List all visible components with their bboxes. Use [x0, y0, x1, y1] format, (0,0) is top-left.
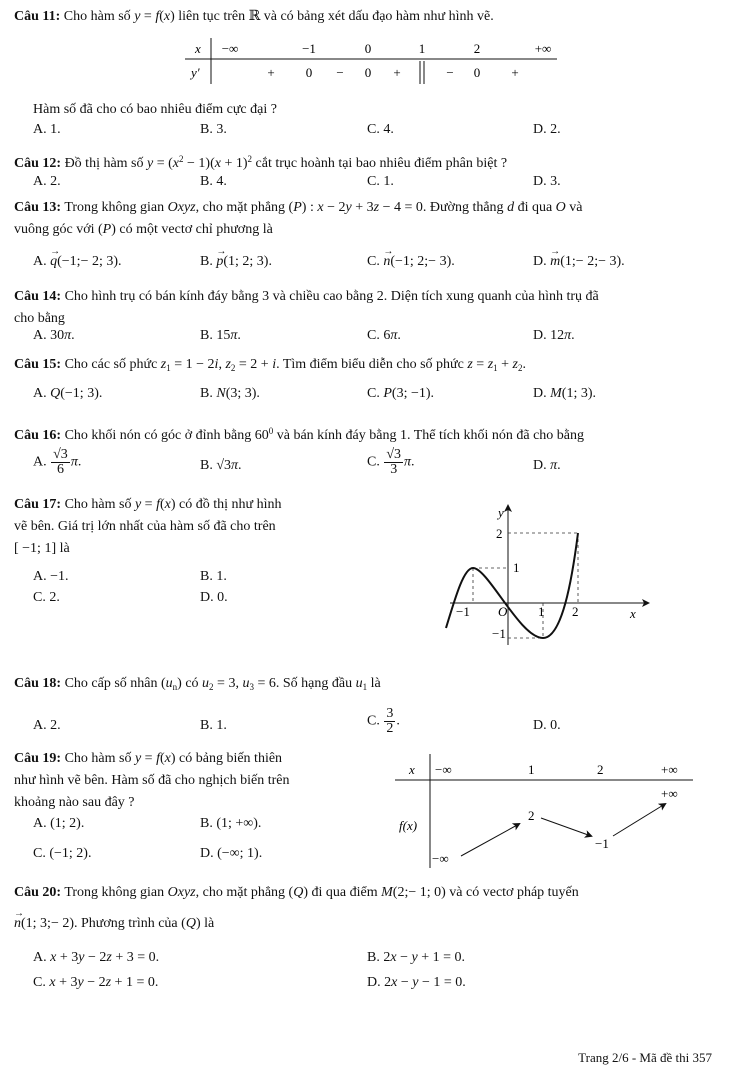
- option-d[interactable]: D. π.: [533, 458, 561, 473]
- question-text: Cho hàm số y = f(x) có đồ thị như hình: [64, 497, 282, 512]
- sign: −: [446, 65, 454, 80]
- tick-label: 2: [572, 604, 579, 619]
- question-label: Câu 19:: [14, 751, 62, 766]
- question-text: Đồ thị hàm số $y = (x^2 - 1)(x + 1)^2$ cắt trục hoành tại bao nhiêu điểm phân biệt ?: [64, 154, 508, 171]
- f-val: −∞: [432, 851, 449, 866]
- option-b[interactable]: B. √3π.: [200, 458, 242, 473]
- question-label: Câu 17:: [14, 497, 62, 512]
- option-c[interactable]: C. 4.: [367, 122, 394, 137]
- question-label: Câu 16:: [14, 428, 62, 443]
- option-d[interactable]: D. 12π.: [533, 328, 575, 343]
- table-head-x: x: [409, 762, 415, 777]
- option-c[interactable]: C. $\frac{3}{2}$ .: [367, 706, 400, 736]
- option-b[interactable]: B. 15π.: [200, 328, 241, 343]
- option-a[interactable]: A. 1.: [33, 122, 61, 137]
- question-label: Câu 20:: [14, 885, 62, 900]
- option-a[interactable]: A. 2.: [33, 718, 61, 733]
- x-val: 2: [473, 41, 481, 56]
- option-a[interactable]: A. −1.: [33, 569, 69, 584]
- option-b[interactable]: B. N(3; 3).: [200, 386, 260, 401]
- x-val: −∞: [221, 41, 239, 56]
- option-b[interactable]: B. (1; +∞).: [200, 816, 262, 831]
- question-text-line2: như hình vẽ bên. Hàm số đã cho nghịch biến trên: [14, 773, 290, 788]
- question-text: Cho các số phức $z_1 = 1 - 2i$, $z_2 = 2 + i$. Tìm điểm biểu diễn cho số phức $z = z_1 + z_2$.: [64, 357, 526, 373]
- question-label: Câu 18:: [14, 676, 62, 691]
- option-a[interactable]: A. → q(−1;− 2; 3).: [33, 252, 122, 272]
- question-text: Trong không gian Oxyz, cho mặt phẳng (Q) đi qua điểm M(2;− 1; 0) và có vectơ pháp tuyến: [64, 885, 579, 900]
- option-c[interactable]: C. 2.: [33, 590, 60, 605]
- option-d[interactable]: D. → m(1;− 2;− 3).: [533, 252, 625, 272]
- sign: +: [393, 65, 401, 80]
- x-val: 1: [418, 41, 426, 56]
- question-text: Cho khối nón có góc ở đỉnh bằng $60^0$ và bán kính đáy bằng 1. Thể tích khối nón đã cho bằng: [64, 426, 585, 443]
- option-c[interactable]: C. (−1; 2).: [33, 846, 92, 861]
- function-graph: [440, 500, 660, 650]
- option-b[interactable]: B. 2x − y + 1 = 0.: [367, 950, 465, 965]
- option-c[interactable]: C. x + 3y − 2z + 1 = 0.: [33, 975, 159, 990]
- option-d[interactable]: D. 2x − y − 1 = 0.: [367, 975, 466, 990]
- function-curve: [446, 533, 578, 638]
- option-a[interactable]: A. $\frac{√3}{6}$ π.: [33, 447, 82, 477]
- option-b[interactable]: B. → p(1; 2; 3).: [200, 252, 272, 272]
- question-label: Câu 14:: [14, 289, 62, 304]
- sign: −: [336, 65, 344, 80]
- option-b[interactable]: B. 4.: [200, 174, 227, 189]
- x-val: 1: [528, 762, 535, 777]
- x-val: 2: [597, 762, 604, 777]
- x-val: −1: [302, 41, 316, 56]
- x-val: −∞: [435, 762, 452, 777]
- question-label: Câu 13:: [14, 200, 62, 215]
- sign: +: [511, 65, 519, 80]
- tick-label: 1: [538, 604, 545, 619]
- sign: +: [267, 65, 275, 80]
- option-c[interactable]: C. $\frac{√3}{3}$ π.: [367, 447, 415, 477]
- question-text-line3: [ −1; 1] là: [14, 541, 70, 556]
- table-head-fx: f(x): [399, 818, 418, 833]
- question-label: Câu 11:: [14, 9, 61, 24]
- tick-label: −1: [492, 626, 506, 641]
- option-a[interactable]: A. (1; 2).: [33, 816, 85, 831]
- question-text: Cho hình trụ có bán kính đáy bằng 3 và chiều cao bằng 2. Diện tích xung quanh của hình trụ đã: [64, 289, 599, 304]
- question-15: [14, 354, 736, 379]
- question-17: [14, 494, 364, 560]
- x-val: 0: [364, 41, 372, 56]
- decrease-arrow: [541, 818, 591, 836]
- option-a[interactable]: A. 30π.: [33, 328, 75, 343]
- question-11: [14, 6, 736, 28]
- table-head-y: y′: [191, 65, 200, 80]
- question-14: [14, 286, 736, 330]
- question-text: Cho hàm số y = f(x) liên tục trên ℝ và có bảng xét dấu đạo hàm như hình vẽ.: [63, 9, 494, 24]
- question-12: [14, 148, 736, 175]
- option-c[interactable]: C. P(3; −1).: [367, 386, 435, 401]
- question-18: [14, 673, 736, 698]
- tick-label: 2: [496, 526, 503, 541]
- increase-arrow: [613, 804, 665, 836]
- option-b[interactable]: B. 1.: [200, 569, 227, 584]
- question-20: [14, 882, 736, 944]
- question-text: Cho hàm số y = f(x) có bảng biến thiên: [64, 751, 283, 766]
- option-d[interactable]: D. 2.: [533, 122, 561, 137]
- question-text-line2: → n(1; 3;− 2). Phương trình của (Q) là: [14, 916, 214, 931]
- question-11-prompt: Hàm số đã cho có bao nhiêu điểm cực đại ?: [33, 102, 277, 117]
- option-a[interactable]: A. Q(−1; 3).: [33, 386, 103, 401]
- table-head-x: x: [195, 41, 201, 56]
- f-val: −1: [595, 836, 609, 851]
- question-label: Câu 15:: [14, 357, 62, 372]
- question-text-line3: khoảng nào sau đây ?: [14, 795, 135, 810]
- option-c[interactable]: C. 1.: [367, 174, 394, 189]
- option-d[interactable]: D. 3.: [533, 174, 561, 189]
- increase-arrow: [461, 824, 519, 856]
- question-label: Câu 12:: [14, 156, 62, 171]
- option-d[interactable]: D. (−∞; 1).: [200, 846, 263, 861]
- option-a[interactable]: A. 2.: [33, 174, 61, 189]
- tick-label: 1: [513, 560, 520, 575]
- f-val: +∞: [661, 786, 678, 801]
- option-d[interactable]: D. M(1; 3).: [533, 386, 597, 401]
- x-val: +∞: [534, 41, 552, 56]
- x-val: +∞: [661, 762, 678, 777]
- tick-label: −1: [456, 604, 470, 619]
- question-text-line2: cho bằng: [14, 311, 65, 326]
- option-b[interactable]: B. 1.: [200, 718, 227, 733]
- y-axis-label: y: [498, 505, 504, 520]
- option-c[interactable]: C. 6π.: [367, 328, 401, 343]
- page-footer: Trang 2/6 - Mã đề thi 357: [578, 1050, 712, 1065]
- question-text: Trong không gian Oxyz, cho mặt phẳng (P) : x − 2y + 3z − 4 = 0. Đường thẳng d đi qua O và: [64, 200, 583, 215]
- x-axis-label: x: [630, 606, 636, 621]
- option-d[interactable]: D. 0.: [200, 590, 228, 605]
- question-13: [14, 197, 736, 241]
- question-text: Cho cấp số nhân $(u_n)$ có $u_2 = 3$, $u_3 = 6$. Số hạng đầu $u_1$ là: [64, 676, 381, 692]
- question-text-line2: vẽ bên. Giá trị lớn nhất của hàm số đã cho trên: [14, 519, 276, 534]
- option-d[interactable]: D. 0.: [533, 718, 561, 733]
- option-a[interactable]: A. x + 3y − 2z + 3 = 0.: [33, 950, 160, 965]
- origin-label: O: [498, 604, 508, 619]
- sign: 0: [473, 65, 481, 80]
- f-val: 2: [528, 808, 535, 823]
- option-b[interactable]: B. 3.: [200, 122, 227, 137]
- sign: 0: [364, 65, 372, 80]
- variation-table: [395, 752, 695, 870]
- option-c[interactable]: C. → n(−1; 2;− 3).: [367, 252, 455, 272]
- question-19: [14, 748, 364, 814]
- sign: 0: [305, 65, 313, 80]
- question-text-line2: vuông góc với (P) có một vectơ chỉ phương là: [14, 222, 273, 237]
- question-16: [14, 420, 736, 447]
- sign-table: [185, 36, 565, 86]
